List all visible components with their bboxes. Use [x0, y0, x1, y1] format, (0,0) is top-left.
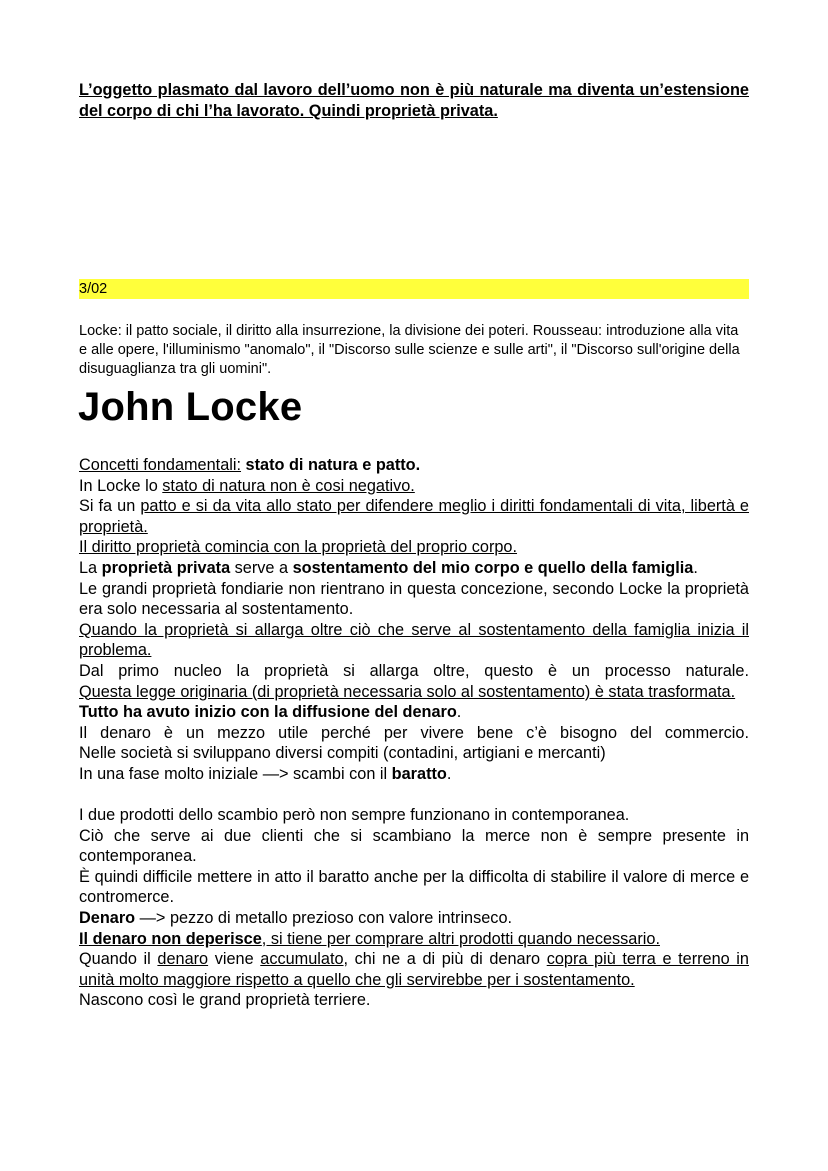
paragraph-nature [79, 476, 749, 497]
concepts-value: stato di natura e patto. [241, 456, 421, 474]
paragraph-exchange: I due prodotti dello scambio però non sempre funzionano in contemporanea. [79, 806, 630, 825]
text-span: In Locke lo [79, 476, 163, 495]
paragraph-concepts [79, 455, 749, 476]
lesson-summary: Locke: il patto sociale, il diritto alla insurrezione, la divisione dei poteri. Rousseau: introduzione alla vita e alle opere, l'illuminismo "anomalo", il "Discorso sulle scienze e sulle arti", il "Discorso sull'origine della disuguaglianza tra gli uomini". [79, 323, 740, 377]
bold-span: Tutto ha avuto inizio con la diffusione del denaro [79, 703, 457, 722]
paragraph-difficulty: È quindi difficile mettere in atto il baratto anche per la difficolta di stabilire il valore di merce e contromerce. [79, 867, 749, 907]
text-span: In una fase molto iniziale —> scambi con il [79, 764, 392, 783]
paragraph-barter [79, 764, 749, 785]
text-span: , chi ne a di più di denaro [343, 950, 547, 969]
text-span: . [456, 703, 462, 722]
text-span: . [693, 558, 698, 577]
paragraph-problem: Quando la proprietà si allarga oltre ciò che serve al sostentamento della famiglia inizia il problema. [79, 620, 749, 660]
text-span: Si fa un [79, 497, 141, 516]
paragraph-natural-process: Dal primo nucleo la proprietà si allarga oltre, questo è un processo naturale. [79, 661, 749, 680]
text-span: . [446, 764, 452, 783]
paragraph-large-properties: Le grandi proprietà fondiarie non rientrano in questa concezione, secondo Locke la proprietà era solo necessaria al sostentamento. [79, 579, 749, 619]
text-span: , si tiene per comprare altri prodotti quando necessario. [261, 929, 660, 948]
page-title: John Locke [78, 385, 303, 429]
paragraph-original-law: Questa legge originaria (di proprietà necessaria solo al sostentamento) è stata trasformata. [79, 682, 736, 701]
paragraph-money-definition [79, 908, 749, 929]
date-highlight [79, 279, 749, 299]
notes-body [79, 455, 749, 1011]
text-span: La [79, 558, 102, 577]
text-span: —> pezzo di metallo prezioso con valore intrinseco. [135, 909, 513, 928]
underlined-span: denaro [157, 950, 209, 969]
paragraph-money-persistence [79, 929, 749, 950]
bold-span: sostentamento del mio corpo e quello della famiglia [292, 558, 694, 577]
paragraph-tasks: Nelle società si sviluppano diversi compiti (contadini, artigiani e mercanti) [79, 744, 606, 763]
paragraph-money-useful: Il denaro è un mezzo utile perché per vivere bene c’è bisogno del commercio. [79, 723, 749, 742]
paragraph-conclusion: Nascono così le grand proprietà terriere. [79, 991, 371, 1010]
paragraph-right: Il diritto proprietà comincia con la proprietà del proprio corpo. [79, 538, 518, 557]
paragraph-clients: Ciò che serve ai due clienti che si scambiano la merce non è sempre presente in contemporanea. [79, 826, 749, 866]
paragraph-accumulation [79, 949, 749, 990]
bold-span: proprietà privata [101, 558, 231, 577]
underlined-span: accumulato [260, 950, 344, 969]
underlined-span: patto e si da vita allo stato per difendere meglio i diritti fondamentali di vita, libertà e proprietà. [79, 497, 749, 536]
intro-quote: L’oggetto plasmato dal lavoro dell’uomo non è più naturale ma diventa un’estensione del corpo di chi l’ha lavorato. Quindi proprietà privata. [79, 81, 749, 120]
text-span: serve a [230, 558, 293, 577]
bold-span: Il denaro non deperisce [79, 929, 262, 948]
underlined-span: copra più terra e terreno in unità molto maggiore rispetto a quello che gli servirebbe per i sostentamento. [79, 950, 749, 989]
paragraph-private-property [79, 558, 749, 579]
concepts-label: Concetti fondamentali: [79, 456, 242, 474]
paragraph-gap [79, 785, 749, 806]
underlined-span: stato di natura non è cosi negativo. [162, 476, 415, 495]
bold-span: Denaro [79, 909, 136, 928]
date-label: 3/02 [79, 281, 108, 297]
paragraph-pact [79, 496, 749, 537]
bold-span: baratto [391, 764, 447, 783]
text-span: Quando il [79, 950, 158, 969]
text-span: viene [208, 950, 261, 969]
paragraph-money-start [79, 702, 749, 723]
